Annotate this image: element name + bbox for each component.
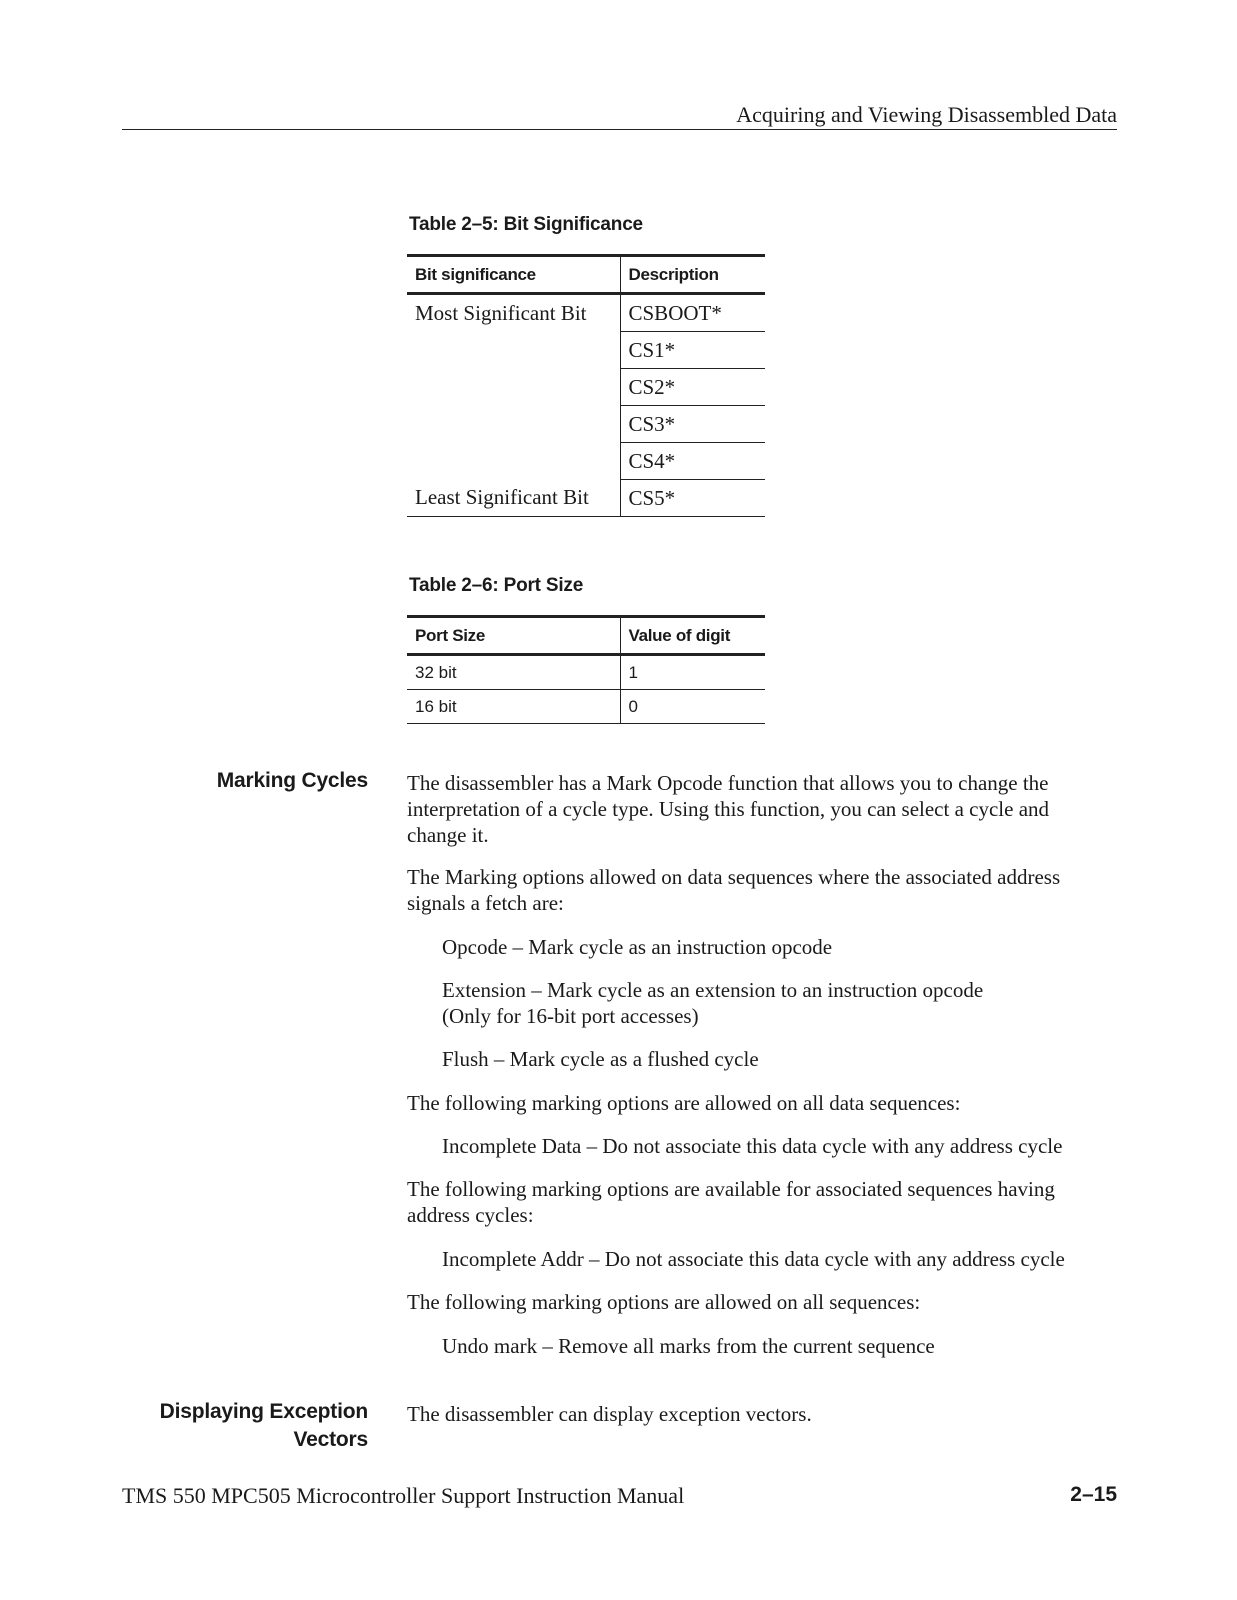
table-cell	[407, 406, 620, 443]
paragraph: The disassembler can display exception vectors.	[407, 1402, 812, 1426]
paragraph: Opcode – Mark cycle as an instruction opcode	[442, 935, 833, 959]
column-header: Bit significance	[407, 256, 620, 294]
table-row	[407, 294, 765, 332]
table-cell: 16 bit	[407, 690, 620, 724]
header-rule	[122, 129, 1117, 130]
table-row	[407, 443, 765, 480]
option-extension	[407, 977, 1132, 1029]
fetch-intro-paragraph	[407, 864, 1097, 916]
heading-line: Displaying Exception	[159, 1400, 368, 1423]
paragraph: The following marking options are allowed on all sequences:	[407, 1290, 921, 1314]
table-cell	[407, 332, 620, 369]
section-heading-marking-cycles: Marking Cycles	[216, 769, 368, 792]
table-row	[407, 406, 765, 443]
table-cell: CS3*	[620, 406, 765, 443]
all-data-intro-paragraph	[407, 1090, 1097, 1116]
table-cell: CS2*	[620, 369, 765, 406]
table-caption: Table 2–6: Port Size	[409, 575, 584, 596]
paragraph: (Only for 16-bit port accesses)	[442, 1004, 699, 1028]
exception-paragraph	[407, 1401, 1097, 1427]
table-row	[407, 655, 765, 690]
paragraph: The disassembler has a Mark Opcode function that allows you to change the interpretation of a cycle type. Using this function, you can select a cycle and change it.	[407, 771, 1050, 847]
table-cell: 1	[620, 655, 765, 690]
option-undo-mark	[407, 1333, 1132, 1359]
table-cell: CS4*	[620, 443, 765, 480]
option-opcode	[407, 934, 1132, 960]
table-cell: CS5*	[620, 480, 765, 517]
section-heading-exception-vectors	[160, 1398, 368, 1454]
footer-manual-title: TMS 550 MPC505 Microcontroller Support Instruction Manual	[122, 1483, 685, 1508]
table-row	[407, 480, 765, 517]
paragraph: Incomplete Addr – Do not associate this data cycle with any address cycle	[442, 1247, 1065, 1271]
table-cell	[407, 369, 620, 406]
addr-intro-paragraph	[407, 1176, 1097, 1228]
table-cell: CSBOOT*	[620, 294, 765, 332]
paragraph: Extension – Mark cycle as an extension to an instruction opcode	[442, 978, 984, 1002]
port-size-table-block	[407, 575, 765, 724]
marking-intro-paragraph	[407, 770, 1097, 848]
table-cell: Most Significant Bit	[415, 300, 587, 325]
option-incomplete-data	[407, 1133, 1132, 1159]
column-header: Port Size	[407, 617, 620, 655]
bit-significance-table-block	[407, 214, 765, 517]
option-flush	[407, 1046, 1132, 1072]
table-cell: CS1*	[620, 332, 765, 369]
table-row	[407, 332, 765, 369]
heading-line: Vectors	[293, 1428, 368, 1451]
table-caption: Table 2–5: Bit Significance	[409, 214, 643, 235]
option-incomplete-addr	[407, 1246, 1132, 1272]
paragraph: The Marking options allowed on data sequences where the associated address signals a fetch are:	[407, 865, 1061, 915]
paragraph: The following marking options are allowed on all data sequences:	[407, 1091, 961, 1115]
paragraph: Incomplete Data – Do not associate this data cycle with any address cycle	[442, 1134, 1063, 1158]
port-size-table	[407, 615, 765, 724]
table-header-row	[407, 617, 765, 655]
table-cell: 32 bit	[407, 655, 620, 690]
table-row	[407, 690, 765, 724]
paragraph: The following marking options are available for associated sequences having address cycles:	[407, 1177, 1055, 1227]
table-cell	[407, 443, 620, 480]
column-header: Value of digit	[620, 617, 765, 655]
footer-page-number: 2–15	[1070, 1483, 1117, 1506]
paragraph: Undo mark – Remove all marks from the current sequence	[442, 1334, 935, 1358]
column-header: Description	[620, 256, 765, 294]
all-seq-intro-paragraph	[407, 1289, 1097, 1315]
table-cell: 0	[620, 690, 765, 724]
running-header: Acquiring and Viewing Disassembled Data	[736, 102, 1117, 127]
table-header-row	[407, 256, 765, 294]
bit-significance-table	[407, 254, 765, 517]
paragraph: Flush – Mark cycle as a flushed cycle	[442, 1047, 759, 1071]
table-cell: Least Significant Bit	[407, 480, 620, 517]
table-row	[407, 369, 765, 406]
